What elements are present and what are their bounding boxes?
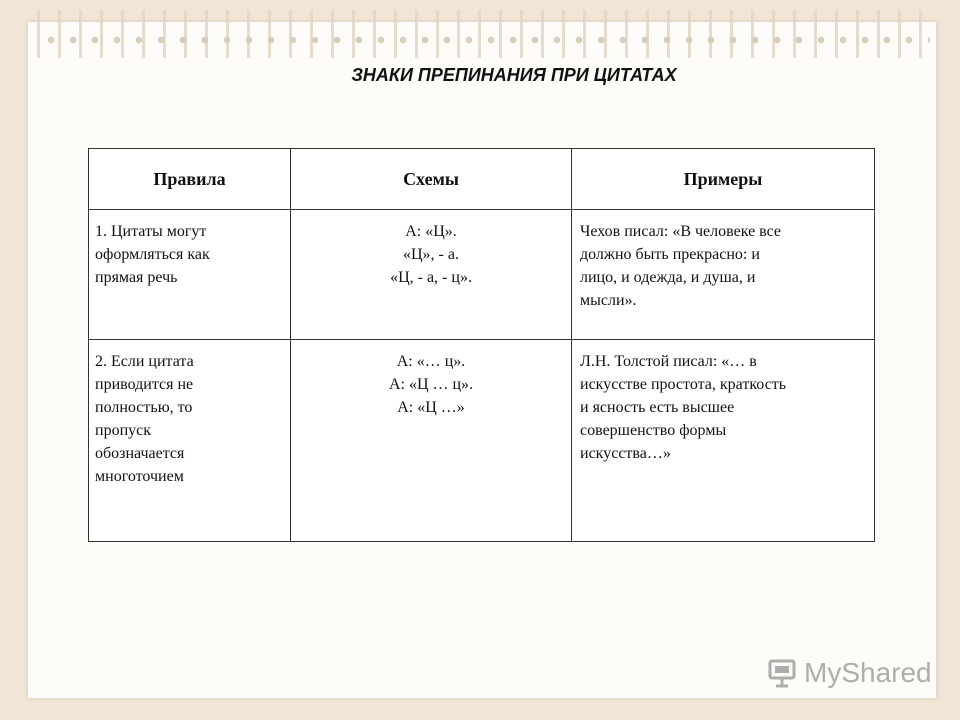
rule-line: 2. Если цитата xyxy=(95,353,194,370)
example-cell xyxy=(572,210,875,340)
notebook-holes xyxy=(40,30,930,50)
header-examples: Примеры xyxy=(572,149,875,210)
presentation-board-icon xyxy=(766,657,798,689)
table-row xyxy=(89,340,875,542)
table-row xyxy=(89,210,875,340)
scheme-cell xyxy=(291,340,572,542)
rules-table xyxy=(88,148,875,542)
scheme-line: А: «Ц …» xyxy=(397,399,465,416)
example-cell xyxy=(572,340,875,542)
logo-text: MyShared xyxy=(804,657,932,688)
myshared-logo[interactable] xyxy=(766,654,932,692)
example-line: Чехов писал: «В человеке все xyxy=(580,223,782,240)
rule-line: оформляться как xyxy=(95,246,210,263)
example-line: Л.Н. Толстой писал: «… в xyxy=(580,353,757,370)
header-schemes: Схемы xyxy=(291,149,572,210)
example-line: искусстве простота, краткость xyxy=(580,376,787,393)
table-header-row xyxy=(89,149,875,210)
rule-line: обозначается xyxy=(95,445,185,462)
scheme-cell xyxy=(291,210,572,340)
rule-cell xyxy=(89,340,291,542)
example-line: и ясность есть высшее xyxy=(580,399,735,416)
rule-line: полностью, то xyxy=(95,399,193,416)
example-line: мысли». xyxy=(580,292,637,309)
example-line: совершенство формы xyxy=(580,422,727,439)
example-line: искусства…» xyxy=(580,445,671,462)
rule-line: прямая речь xyxy=(95,269,178,286)
rule-line: приводится не xyxy=(95,376,194,393)
scheme-line: «Ц, - а, - ц». xyxy=(390,269,472,286)
rule-line: пропуск xyxy=(95,422,151,439)
scheme-line: А: «Ц … ц». xyxy=(388,376,474,393)
scheme-line: А: «Ц». xyxy=(405,223,457,240)
example-line: лицо, и одежда, и душа, и xyxy=(580,269,756,286)
example-line: должно быть прекрасно: и xyxy=(580,246,760,263)
rule-cell xyxy=(89,210,291,340)
rule-line: 1. Цитаты могут xyxy=(95,223,207,240)
scheme-line: «Ц», - а. xyxy=(403,246,459,263)
page-title: ЗНАКИ ПРЕПИНАНИЯ ПРИ ЦИТАТАХ xyxy=(351,65,677,85)
header-rules: Правила xyxy=(89,149,291,210)
rule-line: многоточием xyxy=(95,468,184,485)
scheme-line: А: «… ц». xyxy=(396,353,466,370)
